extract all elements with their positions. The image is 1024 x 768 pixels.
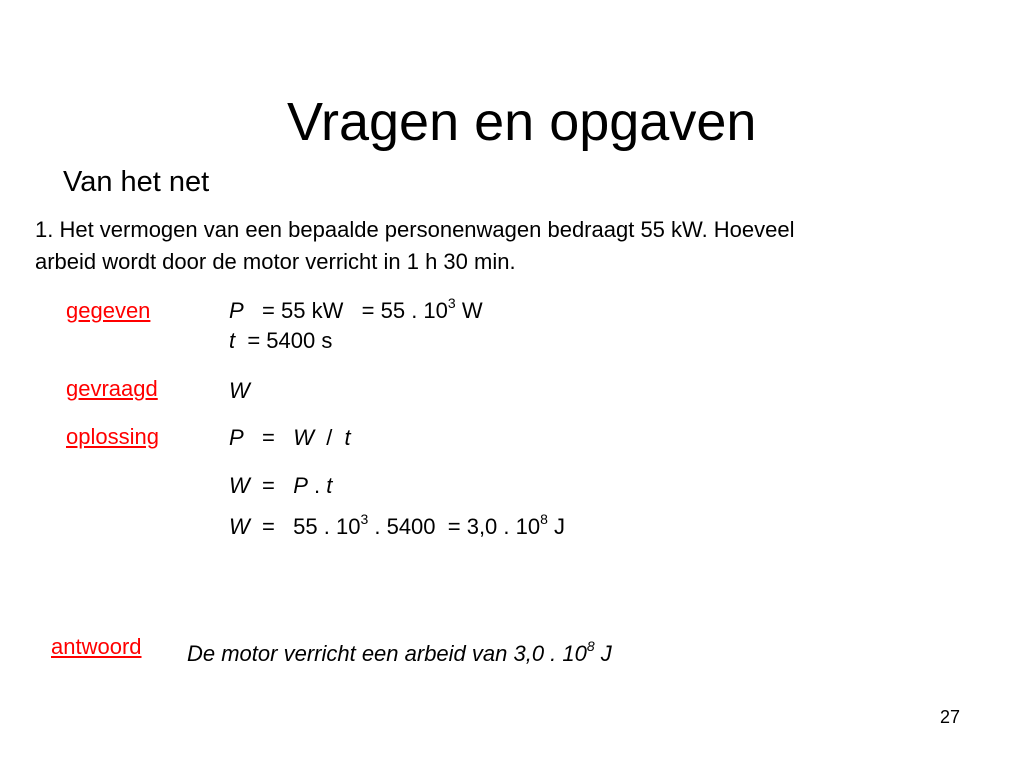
solution-1-lhs: P: [229, 425, 244, 450]
page-number: 27: [940, 707, 961, 727]
solution-line-3: [229, 510, 566, 541]
answer-unit: J: [594, 641, 612, 666]
power-unit: W: [455, 298, 483, 323]
slide-title: Vragen en opgaven: [287, 92, 757, 152]
solution-3-lhs: W: [229, 514, 250, 539]
question-line-1: 1. Het vermogen van een bepaalde personenwagen bedraagt 55 kW. Hoeveel: [35, 217, 795, 242]
answer-sentence: De motor verricht een arbeid van 3,0 . 10: [187, 641, 587, 666]
solution-2-t: t: [326, 473, 333, 498]
solution-3-unit: J: [547, 514, 566, 539]
asked-row: [229, 377, 250, 405]
label-gegeven[interactable]: gegeven: [66, 298, 151, 323]
question-text: [35, 214, 995, 278]
answer-text: [187, 637, 612, 668]
answer-exponent: 8: [586, 637, 595, 654]
label-gevraagd[interactable]: gevraagd: [66, 376, 158, 401]
solution-2-dot: .: [307, 473, 327, 498]
solution-3-exponent-1: 3: [360, 510, 369, 527]
solution-1-t: t: [344, 425, 351, 450]
time-equation: = 5400 s: [235, 328, 333, 353]
solution-2-equals: =: [249, 473, 294, 498]
solution-line-2: [229, 472, 332, 500]
solution-3-exponent-2: 8: [540, 510, 548, 527]
power-symbol: P: [229, 298, 244, 323]
solution-3-part2: . 5400 = 3,0 . 10: [368, 514, 541, 539]
solution-1-slash: /: [313, 425, 345, 450]
label-oplossing[interactable]: oplossing: [66, 424, 159, 449]
question-line-2: arbeid wordt door de motor verricht in 1 h 30 min.: [35, 249, 516, 274]
solution-1-w: W: [293, 425, 314, 450]
given-power-row: [229, 294, 483, 325]
power-exponent: 3: [447, 294, 456, 311]
solution-3-part1: = 55 . 10: [249, 514, 361, 539]
work-symbol: W: [229, 378, 250, 403]
label-antwoord[interactable]: antwoord: [51, 634, 142, 659]
solution-2-p: P: [293, 473, 308, 498]
given-time-row: [229, 327, 332, 355]
solution-2-lhs: W: [229, 473, 250, 498]
time-symbol: t: [229, 328, 236, 353]
slide-subtitle: Van het net: [63, 166, 210, 198]
solution-1-equals: =: [243, 425, 294, 450]
power-equation: = 55 kW = 55 . 10: [243, 298, 448, 323]
solution-line-1: [229, 424, 351, 452]
